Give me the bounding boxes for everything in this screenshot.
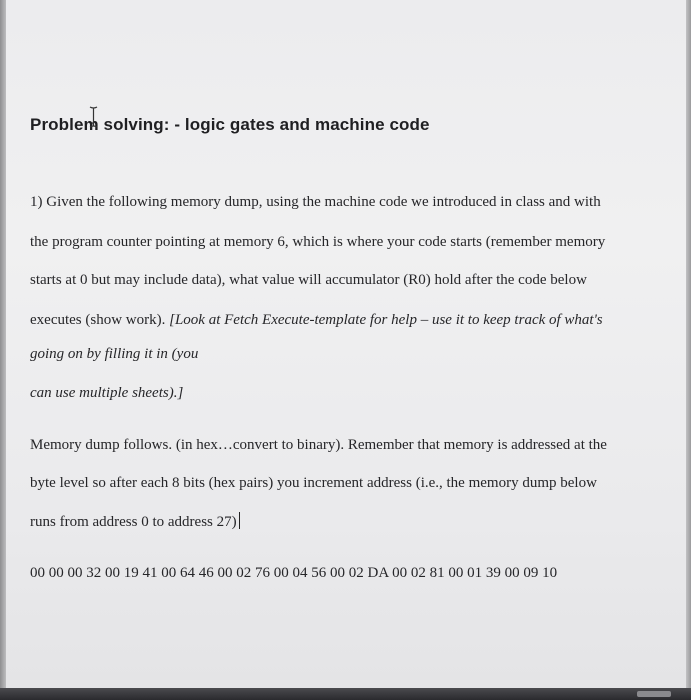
text-caret	[239, 512, 240, 529]
fetch-execute-hint-end: can use multiple sheets).]	[30, 385, 184, 401]
question-line: the program counter pointing at memory 6, which is where your code starts (remember memory	[30, 234, 606, 250]
fetch-execute-hint: [Look at Fetch Execute-template for help – use it to keep track of what's	[169, 312, 603, 328]
question-line	[30, 312, 603, 329]
memory-dump[interactable]: 00 00 00 32 00 19 41 00 64 46 00 02 76 00 04 56 00 02 DA 00 02 81 00 01 39 00 09 10	[30, 565, 558, 581]
memory-line: byte level so after each 8 bits (hex pairs) you increment address (i.e., the memory dump below	[30, 475, 597, 491]
memory-line	[30, 512, 240, 531]
document-page[interactable]	[6, 0, 686, 688]
bottom-bar	[0, 688, 691, 700]
ibeam-cursor-icon	[89, 106, 98, 128]
question-line-text: executes (show work).	[30, 312, 170, 328]
memory-line: Memory dump follows. (in hex…convert to binary). Remember that memory is addressed at the	[30, 437, 607, 453]
memory-line-text: runs from address 0 to address 27)	[30, 514, 237, 530]
fetch-execute-hint-cont: going on by filling it in (you	[30, 346, 199, 362]
question-line: starts at 0 but may include data), what value will accumulator (R0) hold after the code below	[30, 272, 587, 288]
bottom-bar-indicator	[637, 691, 671, 697]
problem-heading: Problem solving: - logic gates and machine code	[30, 115, 430, 134]
question-line: 1) Given the following memory dump, using the machine code we introduced in class and with	[30, 194, 601, 210]
screen-bezel-right	[686, 0, 691, 700]
